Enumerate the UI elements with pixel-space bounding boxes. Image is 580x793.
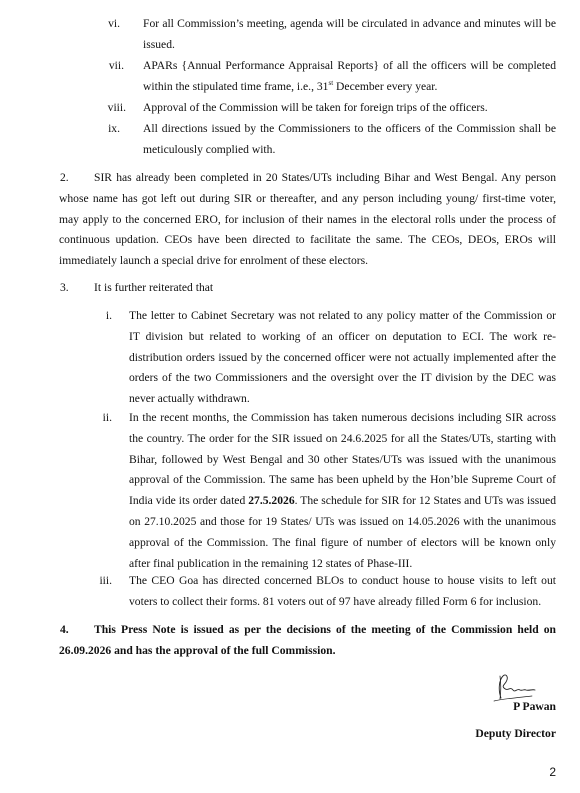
item-text-line: Bihar, followed by West Bengal and 30 other States/UTs was issued with the unanimous	[129, 452, 556, 466]
superscript: st	[328, 78, 334, 87]
item-text-line: approval of the Commission. The same has been upheld by the Hon’ble Supreme Court of	[129, 473, 556, 487]
item-number: i.	[105, 309, 112, 322]
item-text-line: In the recent months, the Commission has taken numerous decisions including SIR across	[129, 411, 556, 424]
item-text-line: never actually withdrawn.	[129, 392, 250, 406]
signatory-designation: Deputy Director	[475, 727, 556, 740]
page-number: 2	[549, 765, 556, 779]
paragraph-line: This Press Note is issued as per the decisions of the meeting of the Commission held on	[94, 623, 556, 636]
paragraph-line: whose name has got left out during SIR or thereafter, and any person including young/ first-time voter,	[59, 191, 556, 205]
item-text-line: India vide its order dated 27.5.2026. The schedule for SIR for 12 States and UTs was issued	[129, 494, 556, 508]
item-text-line: voters to collect their forms. 81 voters out of 97 have already filled Form 6 for inclusion.	[129, 594, 542, 608]
item-text-line: issued.	[143, 37, 175, 51]
item-text-line: APARs {Annual Performance Appraisal Reports} of all the officers will be completed	[143, 59, 556, 72]
item-text-line: IT division but related to working of an officer on deputation to ECI. The work re-	[129, 329, 556, 343]
paragraph-line: continuous updation. CEOs have been directed to facilitate the same. The CEOs, DEOs, EROs will	[59, 233, 556, 247]
item-text-line: The CEO Goa has directed concerned BLOs to conduct house to house visits to left out	[129, 574, 556, 587]
paragraph-text: It is further reiterated that	[94, 281, 214, 294]
item-text-line: on 27.10.2025 and those for 19 States/ UTs was issued on 14.05.2026 with the unanimous	[129, 514, 556, 528]
item-text-line: distribution orders issued by the concerned officer were not actually implemented after the	[129, 350, 556, 364]
item-text-line: orders of the two Commissioners and the oversight over the IT division by the DEC was	[129, 371, 556, 385]
item-number: ii.	[102, 411, 112, 424]
paragraph-line: 26.09.2026 and has the approval of the full Commission.	[59, 643, 336, 657]
signatory-name: P Pawan	[513, 700, 556, 713]
item-text-line: meticulously complied with.	[143, 142, 276, 156]
item-text-line: approval of the Commission. The final figure of number of electors will be known only	[129, 535, 556, 549]
paragraph-number: 2.	[60, 171, 69, 184]
item-number: viii.	[107, 101, 126, 114]
item-number: vi.	[108, 17, 120, 30]
paragraph-number: 4.	[60, 623, 69, 636]
item-text-line: after final publication in the remaining 12 states of Phase-III.	[129, 556, 413, 570]
item-text-line: All directions issued by the Commissioners to the officers of the Commission shall be	[143, 122, 556, 135]
paragraph-line: SIR has already been completed in 20 States/UTs including Bihar and West Bengal. Any person	[94, 171, 556, 184]
item-text-line: within the stipulated time frame, i.e., 31st December every year.	[143, 78, 438, 93]
paragraph-number: 3.	[60, 281, 69, 294]
paragraph-line: may apply to the concerned ERO, for inclusion of their names in the electoral rolls under the process of	[59, 212, 556, 226]
item-number: vii.	[108, 59, 124, 72]
item-text-line: For all Commission’s meeting, agenda will be circulated in advance and minutes will be	[143, 17, 556, 30]
order-date: 27.5.2026	[248, 494, 295, 508]
paragraph-line: immediately launch a special drive for enrolment of these electors.	[59, 254, 369, 268]
item-text-line: The letter to Cabinet Secretary was not related to any policy matter of the Commission or	[129, 309, 556, 322]
item-number: ix.	[108, 122, 120, 135]
item-number: iii.	[99, 574, 112, 587]
item-text-line: the country. The order for the SIR issued on 24.6.2025 for all the States/UTs, starting with	[129, 431, 556, 445]
item-text-line: Approval of the Commission will be taken for foreign trips of the officers.	[143, 101, 488, 114]
